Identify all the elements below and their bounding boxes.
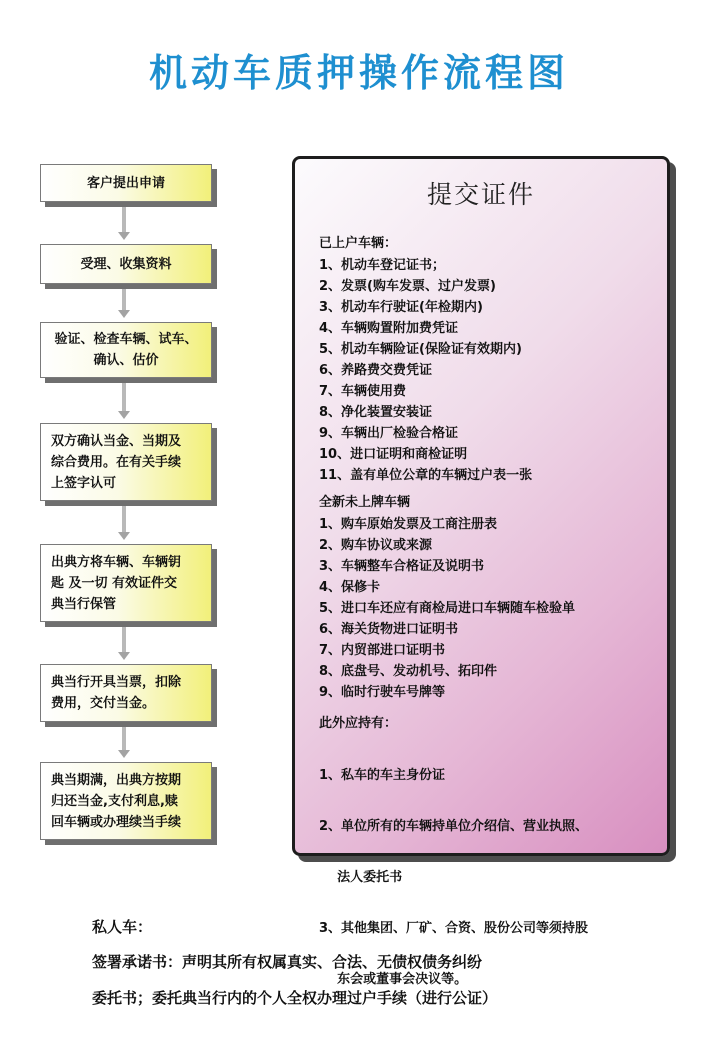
list-item: 1、机动车登记证书； (319, 258, 446, 273)
arrow-down-icon (118, 289, 130, 318)
new-unregistered-vehicles-section (319, 492, 659, 703)
list-item: 2、购车协议或来源 (319, 538, 433, 553)
list-item: 10、进口证明和商检证明 (319, 447, 468, 462)
list-item: 5、机动车辆险证(保险证有效期内) (319, 342, 522, 357)
documents-title: 提交证件 (426, 180, 535, 209)
list-item: 9、车辆出厂检验合格证 (319, 426, 459, 441)
list-item: 3、车辆整车合格证及说明书 (319, 559, 485, 574)
section-heading: 已上户车辆： (319, 236, 398, 251)
note-power-of-attorney: 委托书；委托典当行内的个人全权办理过户手续（进行公证） (92, 989, 498, 1007)
arrow-down-icon (118, 383, 130, 419)
documents-panel (292, 156, 670, 987)
registered-vehicles-section (319, 233, 659, 486)
flow-step-redeem (40, 762, 212, 840)
list-item: 3、其他集团、厂矿、合资、股份公司等须持股 (319, 921, 589, 936)
section-heading: 全新未上牌车辆 (319, 495, 411, 510)
arrow-down-icon (118, 627, 130, 660)
step-label: 典当行开具当票，扣除 费用，交付当金。 (51, 675, 182, 711)
page-title: 机动车质押操作流程图 (148, 51, 569, 95)
list-item: 2、单位所有的车辆持单位介绍信、营业执照、 (319, 819, 589, 834)
step-label: 出典方将车辆、车辆钥 匙 及一切 有效证件交 典当行保管 (51, 554, 182, 612)
list-item: 2、发票(购车发票、过户发票) (319, 279, 496, 294)
step-label: 典当期满，出典方按期 归还当金,支付利息,赎 回车辆或办理续当手续 (51, 772, 182, 830)
list-item: 3、机动车行驶证(年检期内) (319, 300, 483, 315)
list-item: 8、底盘号、发动机号、拓印件 (319, 664, 498, 679)
note-private-car: 私人车： (92, 918, 153, 936)
arrow-down-icon (118, 207, 130, 240)
arrow-down-icon (118, 506, 130, 540)
flow-step-confirm (40, 423, 212, 501)
list-item: 1、私车的车主身份证 (319, 768, 446, 783)
list-item: 7、车辆使用费 (319, 384, 407, 399)
arrow-down-icon (118, 727, 130, 758)
list-item: 9、临时行驶车号牌等 (319, 685, 446, 700)
list-item: 5、进口车还应有商检局进口车辆随车检验单 (319, 601, 576, 616)
flow-step-custody (40, 544, 212, 622)
flow-step-verify (40, 322, 212, 378)
list-item: 4、车辆购置附加费凭证 (319, 321, 459, 336)
note-commitment-letter: 签署承诺书：声明其所有权属真实、合法、无债权债务纠纷 (92, 953, 483, 971)
section-heading: 此外应持有： (319, 716, 398, 731)
list-item: 7、内贸部进口证明书 (319, 643, 446, 658)
list-item: 6、养路费交费凭证 (319, 363, 433, 378)
list-item: 1、购车原始发票及工商注册表 (319, 517, 498, 532)
list-item: 8、净化装置安装证 (319, 405, 433, 420)
flow-step-collect (40, 244, 212, 284)
additional-list (319, 735, 659, 1020)
list-item: 东会或董事会决议等。 (319, 972, 468, 987)
unregistered-list (319, 514, 659, 703)
step-label: 客户提出申请 (86, 175, 165, 191)
step-label: 双方确认当金、当期及 综合费用。在有关手续 上签字认可 (51, 433, 182, 491)
list-item: 6、海关货物进口证明书 (319, 622, 459, 637)
list-item: 4、保修卡 (319, 580, 381, 595)
additional-documents-section (319, 713, 659, 1020)
registered-list (319, 255, 659, 486)
list-item: 11、盖有单位公章的车辆过户表一张 (319, 468, 533, 483)
step-label: 验证、检查车辆、试车、 确认、估价 (54, 332, 198, 368)
flow-step-issue-ticket (40, 664, 212, 722)
list-item: 法人委托书 (319, 870, 403, 885)
flow-step-application (40, 164, 212, 202)
step-label: 受理、收集资料 (80, 256, 172, 272)
